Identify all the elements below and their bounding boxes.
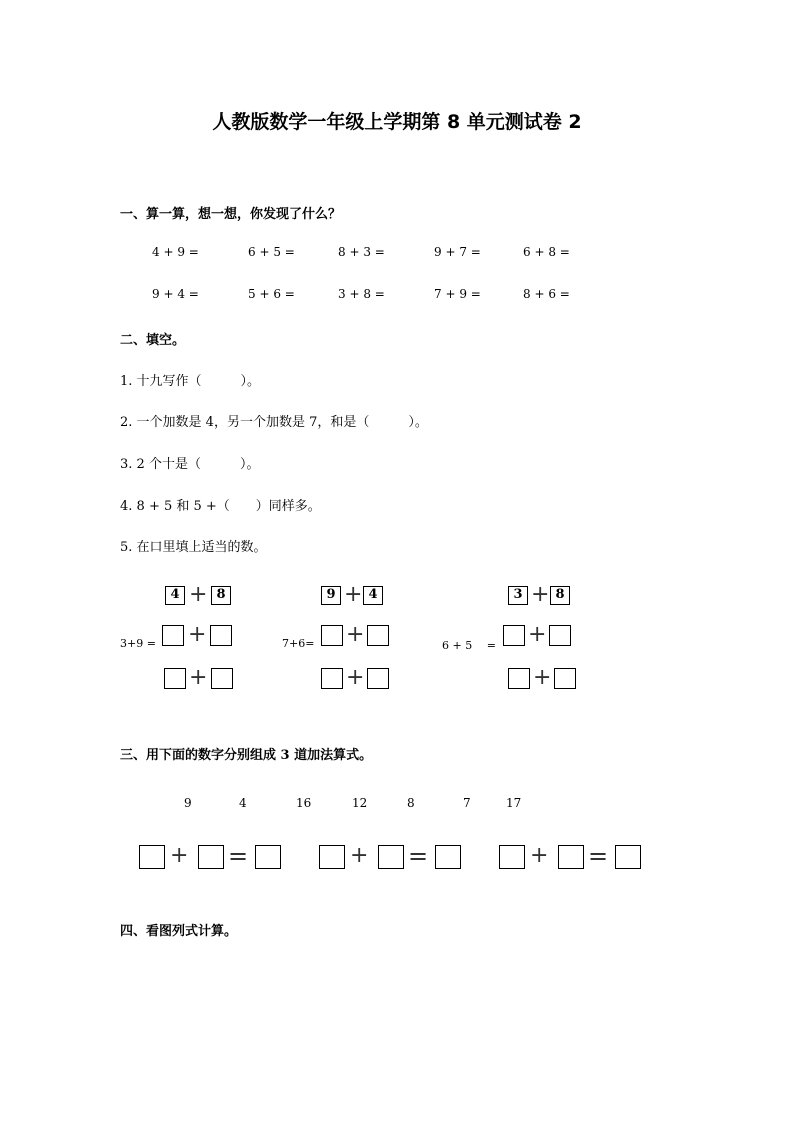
answer-box[interactable] bbox=[321, 625, 343, 646]
answer-box[interactable] bbox=[554, 668, 576, 689]
question-4: 4. 8 + 5 和 5 +（ ）同样多。 bbox=[120, 499, 321, 514]
answer-box[interactable] bbox=[164, 668, 186, 689]
plus-sign: + bbox=[528, 622, 547, 647]
answer-box[interactable] bbox=[139, 845, 165, 869]
plus-sign: + bbox=[531, 582, 550, 607]
answer-box[interactable] bbox=[255, 845, 281, 869]
given-number: 9 bbox=[326, 587, 336, 602]
given-number: 4 bbox=[239, 796, 247, 810]
equals-sign: = bbox=[588, 842, 609, 870]
plus-sign: + bbox=[533, 665, 552, 690]
plus-sign: + bbox=[170, 843, 189, 868]
answer-box[interactable] bbox=[210, 625, 232, 646]
expr-1-3: 8 + 3 = bbox=[338, 245, 385, 259]
answer-box[interactable] bbox=[378, 845, 404, 869]
answer-box[interactable] bbox=[367, 625, 389, 646]
plus-sign: + bbox=[346, 665, 365, 690]
section2-heading: 二、填空。 bbox=[120, 333, 186, 348]
given-number: 9 bbox=[184, 796, 192, 810]
plus-sign: + bbox=[188, 622, 207, 647]
answer-box[interactable] bbox=[321, 668, 343, 689]
given-number: 4 bbox=[170, 587, 180, 602]
expr-2-3: 3 + 8 = bbox=[338, 287, 385, 301]
plus-sign: + bbox=[346, 622, 365, 647]
plus-sign: + bbox=[189, 665, 208, 690]
given-number: 17 bbox=[506, 796, 522, 810]
answer-box[interactable] bbox=[615, 845, 641, 869]
expr-2-5: 8 + 6 = bbox=[523, 287, 570, 301]
answer-box[interactable] bbox=[435, 845, 461, 869]
answer-box[interactable] bbox=[319, 845, 345, 869]
expr-1-4: 9 + 7 = bbox=[434, 245, 481, 259]
plus-sign: + bbox=[350, 843, 369, 868]
expr-2-2: 5 + 6 = bbox=[248, 287, 295, 301]
expr-2-1: 9 + 4 = bbox=[152, 287, 199, 301]
equals-sign: = bbox=[408, 842, 429, 870]
given-number: 8 bbox=[216, 587, 226, 602]
answer-box[interactable] bbox=[558, 845, 584, 869]
answer-box[interactable] bbox=[499, 845, 525, 869]
equals-sign: = bbox=[228, 842, 249, 870]
question-3: 3. 2 个十是（ ）。 bbox=[120, 457, 260, 472]
plus-sign: + bbox=[344, 582, 363, 607]
page-title: 人教版数学一年级上学期第 8 单元测试卷 2 bbox=[212, 111, 582, 133]
section1-heading: 一、算一算，想一想，你发现了什么？ bbox=[120, 207, 342, 222]
given-number: 12 bbox=[352, 796, 368, 810]
answer-box[interactable] bbox=[162, 625, 184, 646]
answer-box[interactable] bbox=[198, 845, 224, 869]
given-number: 7 bbox=[463, 796, 471, 810]
section3-heading: 三、用下面的数字分别组成 3 道加法算式。 bbox=[120, 748, 373, 763]
expr-1-1: 4 + 9 = bbox=[152, 245, 199, 259]
answer-box[interactable] bbox=[367, 668, 389, 689]
given-number: 8 bbox=[555, 587, 565, 602]
section4-heading: 四、看图列式计算。 bbox=[120, 924, 238, 939]
expr-2-4: 7 + 9 = bbox=[434, 287, 481, 301]
given-number: 3 bbox=[513, 587, 523, 602]
question-1: 1. 十九写作（ ）。 bbox=[120, 374, 261, 389]
expr-1-2: 6 + 5 = bbox=[248, 245, 295, 259]
answer-box[interactable] bbox=[549, 625, 571, 646]
answer-box[interactable] bbox=[211, 668, 233, 689]
given-number: 16 bbox=[296, 796, 312, 810]
given-number: 4 bbox=[368, 587, 378, 602]
question-5: 5. 在口里填上适当的数。 bbox=[120, 540, 267, 555]
group-label: 3+9 = bbox=[120, 637, 156, 650]
group-label: 6 + 5 = bbox=[442, 639, 496, 652]
plus-sign: + bbox=[189, 582, 208, 607]
expr-1-5: 6 + 8 = bbox=[523, 245, 570, 259]
group-label: 7+6= bbox=[282, 637, 315, 650]
answer-box[interactable] bbox=[508, 668, 530, 689]
plus-sign: + bbox=[530, 843, 549, 868]
question-2: 2. 一个加数是 4，另一个加数是 7，和是（ ）。 bbox=[120, 415, 428, 430]
answer-box[interactable] bbox=[503, 625, 525, 646]
given-number: 8 bbox=[407, 796, 415, 810]
